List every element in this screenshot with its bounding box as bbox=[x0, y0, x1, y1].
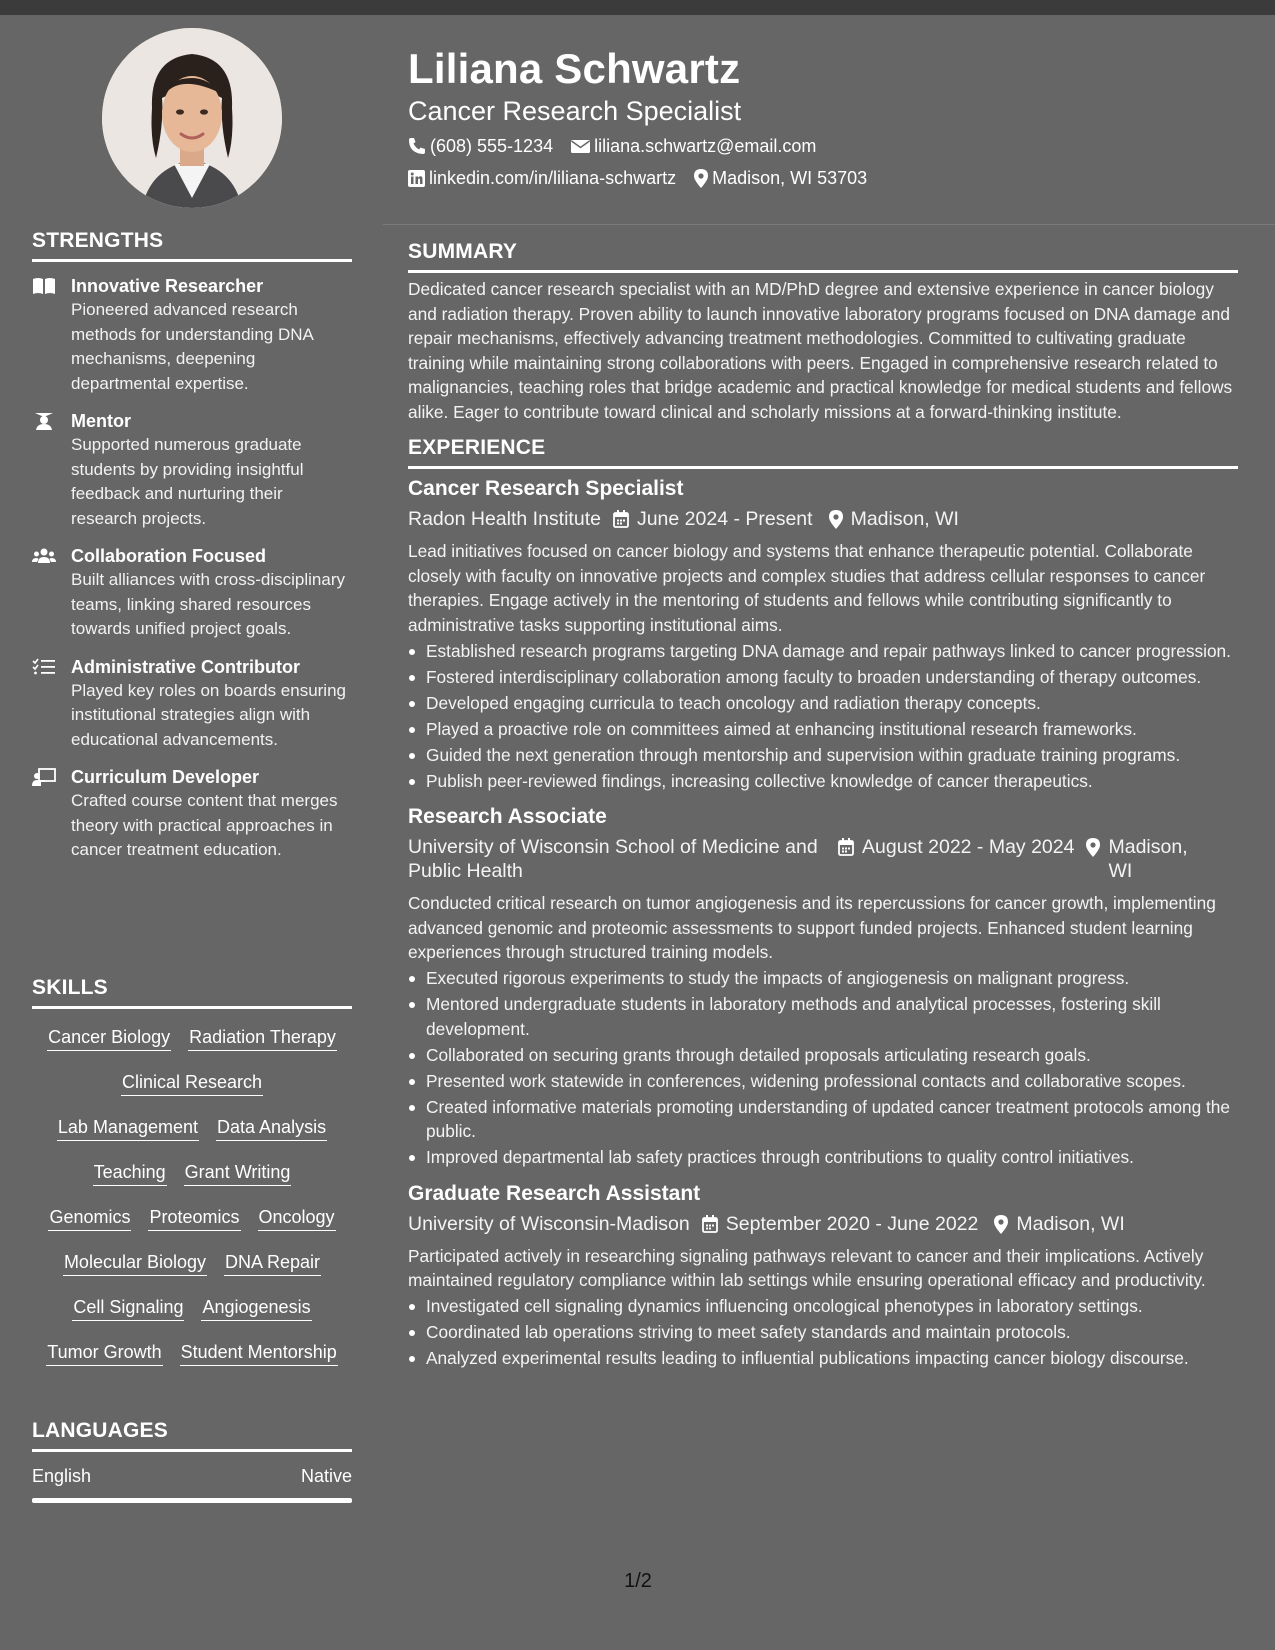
job-bullet: Collaborated on securing grants through detailed proposals articulating research goals. bbox=[408, 1043, 1238, 1068]
map-pin-icon bbox=[994, 1215, 1008, 1234]
list-check-icon bbox=[32, 658, 56, 676]
job-meta bbox=[408, 835, 1238, 883]
strengths-heading: STRENGTHS bbox=[32, 229, 352, 262]
job-org: University of Wisconsin School of Medicine and Public Health bbox=[408, 836, 818, 882]
strength-desc: Built alliances with cross-disciplinary teams, linking shared resources towards unified project goals. bbox=[71, 570, 345, 638]
email-text: liliana.schwartz@email.com bbox=[594, 136, 817, 156]
skill-row bbox=[32, 1195, 352, 1240]
skill-tag: Grant Writing bbox=[184, 1160, 292, 1186]
job-dates bbox=[613, 507, 813, 531]
skill-row bbox=[32, 1285, 352, 1330]
job-bullet: Presented work statewide in conferences, widening professional contacts and collaborative scopes. bbox=[408, 1069, 1238, 1094]
job-location bbox=[829, 507, 959, 531]
job-meta bbox=[408, 1212, 1238, 1236]
strength-title: Mentor bbox=[71, 411, 131, 431]
job-location-text: Madison, WI bbox=[1108, 836, 1188, 882]
skill-tag: Cell Signaling bbox=[72, 1295, 184, 1321]
header-divider bbox=[383, 224, 1275, 225]
chalkboard-teacher-icon bbox=[32, 768, 56, 786]
profile-photo bbox=[102, 28, 282, 208]
skill-tag: Cancer Biology bbox=[47, 1025, 171, 1051]
strength-title: Curriculum Developer bbox=[71, 767, 260, 787]
job-entry bbox=[408, 1180, 1238, 1371]
summary-heading: SUMMARY bbox=[408, 240, 1238, 273]
strength-desc: Crafted course content that merges theory with practical approaches in cancer treatment education. bbox=[71, 791, 338, 859]
users-icon bbox=[32, 547, 56, 565]
phone-text: (608) 555-1234 bbox=[430, 136, 554, 156]
contact-row bbox=[408, 135, 1248, 157]
skill-tag: Clinical Research bbox=[121, 1070, 263, 1096]
skill-tag: Genomics bbox=[48, 1205, 131, 1231]
skill-tag: Proteomics bbox=[148, 1205, 240, 1231]
job-title: Graduate Research Assistant bbox=[408, 1181, 701, 1205]
strength-title: Collaboration Focused bbox=[71, 546, 267, 566]
skills-section bbox=[32, 976, 352, 1375]
skill-row bbox=[32, 1240, 352, 1285]
skill-row bbox=[32, 1150, 352, 1195]
language-name: English bbox=[32, 1466, 92, 1486]
job-description: Participated actively in researching signaling pathways relevant to cancer and their implications. Actively maintained regulatory compliance within lab settings while ensuring operational efficacy and productivity. bbox=[408, 1245, 1206, 1290]
job-location-text: Madison, WI bbox=[850, 508, 959, 530]
job-bullet: Guided the next generation through mentorship and supervision within graduate training programs. bbox=[408, 743, 1238, 768]
graduate-icon bbox=[32, 412, 56, 430]
language-item bbox=[32, 1466, 352, 1487]
skill-tag: DNA Repair bbox=[224, 1250, 321, 1276]
job-bullet: Developed engaging curricula to teach oncology and radiation therapy concepts. bbox=[408, 691, 1238, 716]
candidate-title: Cancer Research Specialist bbox=[408, 96, 742, 126]
summary-text: Dedicated cancer research specialist with an MD/PhD degree and extensive experience in cancer biology and radiation therapy. Proven ability to launch innovative laboratory programs focused on DNA damage and repair mechanisms, effectively advancing treatment methodologies. Committed to cultivating graduate training while maintaining strong collaborations with peers. Engaged in comprehensive research related to malignancies, teaching roles that bridge academic and practical knowledge for medical students and fellows alike. Eager to contribute toward clinical and scholarly missions at a forward-thinking institute. bbox=[408, 279, 1233, 422]
languages-section bbox=[32, 1419, 352, 1503]
skill-tag: Lab Management bbox=[57, 1115, 199, 1141]
job-entry bbox=[408, 803, 1238, 1170]
skills-list bbox=[32, 1009, 352, 1375]
job-bullet: Created informative materials promoting understanding of updated cancer treatment protocols among the public. bbox=[408, 1095, 1238, 1144]
job-bullet: Investigated cell signaling dynamics influencing oncological phenotypes in laboratory settings. bbox=[408, 1294, 1238, 1319]
map-pin-icon bbox=[829, 510, 843, 529]
job-description: Lead initiatives focused on cancer biology and systems that enhance therapeutic potential. Collaborate closely with faculty on innovative projects and complex studies that address cellular responses to cancer therapies. Engage actively in the mentoring of students and fellows while contributing significantly to administrative tasks supporting institutional aims. bbox=[408, 541, 1206, 635]
linkedin-item[interactable] bbox=[408, 167, 676, 189]
location-text: Madison, WI 53703 bbox=[712, 168, 868, 188]
main-content bbox=[408, 240, 1238, 1371]
experience-heading: EXPERIENCE bbox=[408, 436, 1238, 469]
skill-tag: Angiogenesis bbox=[201, 1295, 311, 1321]
skill-tag: Data Analysis bbox=[216, 1115, 327, 1141]
top-bar bbox=[0, 0, 1275, 15]
skill-row bbox=[32, 1060, 352, 1105]
strength-desc: Pioneered advanced research methods for understanding DNA mechanisms, deepening departmental expertise. bbox=[71, 300, 313, 393]
location-item bbox=[694, 167, 867, 189]
job-description: Conducted critical research on tumor angiogenesis and its repercussions for cancer growth, implementing advanced genomic and proteomic assessments to support funded projects. Enhanced student learning experiences through structured training models. bbox=[408, 893, 1216, 962]
map-pin-icon bbox=[1086, 838, 1100, 857]
job-dates-text: August 2022 - May 2024 bbox=[862, 836, 1075, 858]
strength-title: Innovative Researcher bbox=[71, 276, 264, 296]
job-location bbox=[1086, 835, 1216, 883]
skill-tag: Molecular Biology bbox=[63, 1250, 207, 1276]
skill-tag: Oncology bbox=[258, 1205, 336, 1231]
job-org: University of Wisconsin-Madison bbox=[408, 1212, 690, 1235]
calendar-icon bbox=[838, 838, 854, 856]
job-bullet: Publish peer-reviewed findings, increasing collective knowledge of cancer therapeutics. bbox=[408, 769, 1238, 794]
job-entry bbox=[408, 475, 1238, 793]
job-bullets bbox=[408, 639, 1238, 794]
page-number: 1/2 bbox=[624, 1570, 652, 1592]
language-level: Native bbox=[300, 1466, 352, 1486]
skill-tag: Tumor Growth bbox=[46, 1340, 162, 1366]
skill-row bbox=[32, 1015, 352, 1060]
email-item[interactable] bbox=[571, 135, 816, 157]
phone-icon bbox=[408, 137, 426, 155]
candidate-name: Liliana Schwartz bbox=[408, 45, 741, 92]
job-bullet: Established research programs targeting DNA damage and repair pathways linked to cancer progression. bbox=[408, 639, 1238, 664]
job-dates bbox=[702, 1212, 979, 1236]
skill-row bbox=[32, 1330, 352, 1375]
envelope-icon bbox=[571, 139, 590, 154]
strength-item bbox=[32, 544, 352, 642]
strength-item bbox=[32, 655, 352, 753]
job-dates-text: June 2024 - Present bbox=[636, 508, 813, 530]
phone-item bbox=[408, 135, 553, 157]
map-pin-icon bbox=[694, 169, 708, 188]
job-meta bbox=[408, 507, 1238, 531]
calendar-icon bbox=[613, 510, 629, 528]
job-org: Radon Health Institute bbox=[408, 508, 601, 530]
job-bullet: Executed rigorous experiments to study the impacts of angiogenesis on malignant progress. bbox=[408, 966, 1238, 991]
skills-heading: SKILLS bbox=[32, 976, 352, 1009]
job-bullet: Analyzed experimental results leading to influential publications impacting cancer biology discourse. bbox=[408, 1346, 1238, 1371]
header bbox=[408, 40, 1248, 189]
calendar-icon bbox=[702, 1215, 718, 1233]
job-dates bbox=[838, 835, 1074, 883]
book-open-icon bbox=[32, 277, 56, 295]
job-bullet: Mentored undergraduate students in laboratory methods and analytical processes, fostering skill development. bbox=[408, 992, 1238, 1041]
strength-desc: Played key roles on boards ensuring institutional strategies align with educational advancements. bbox=[71, 680, 346, 749]
contact-row bbox=[408, 167, 1248, 189]
job-bullet: Improved departmental lab safety practices through contributions to quality control initiatives. bbox=[408, 1145, 1238, 1170]
skill-tag: Teaching bbox=[93, 1160, 167, 1186]
job-bullet: Fostered interdisciplinary collaboration among faculty to broaden understanding of therapy outcomes. bbox=[408, 665, 1238, 690]
job-bullets bbox=[408, 966, 1238, 1170]
language-proficiency-bar bbox=[32, 1498, 352, 1503]
languages-heading: LANGUAGES bbox=[32, 1419, 352, 1452]
job-title: Research Associate bbox=[408, 805, 607, 828]
job-dates-text: September 2020 - June 2022 bbox=[725, 1212, 979, 1235]
skill-tag: Student Mentorship bbox=[180, 1340, 338, 1366]
linkedin-icon bbox=[408, 170, 425, 187]
skill-tag: Radiation Therapy bbox=[188, 1025, 337, 1051]
job-bullets bbox=[408, 1294, 1238, 1371]
strength-item bbox=[32, 274, 352, 396]
strength-desc: Supported numerous graduate students by providing insightful feedback and nurturing their research projects. bbox=[71, 435, 304, 528]
linkedin-text: linkedin.com/in/liliana-schwartz bbox=[429, 168, 677, 188]
strength-item bbox=[32, 765, 352, 863]
job-bullet: Coordinated lab operations striving to meet safety standards and maintain protocols. bbox=[408, 1320, 1238, 1345]
strength-title: Administrative Contributor bbox=[71, 656, 301, 677]
strengths-section bbox=[32, 229, 352, 863]
strength-item bbox=[32, 409, 352, 531]
job-bullet: Played a proactive role on committees aimed at enhancing institutional research frameworks. bbox=[408, 717, 1238, 742]
skill-row bbox=[32, 1105, 352, 1150]
job-location-text: Madison, WI bbox=[1016, 1212, 1125, 1235]
job-location bbox=[994, 1212, 1124, 1236]
job-title: Cancer Research Specialist bbox=[408, 477, 684, 500]
